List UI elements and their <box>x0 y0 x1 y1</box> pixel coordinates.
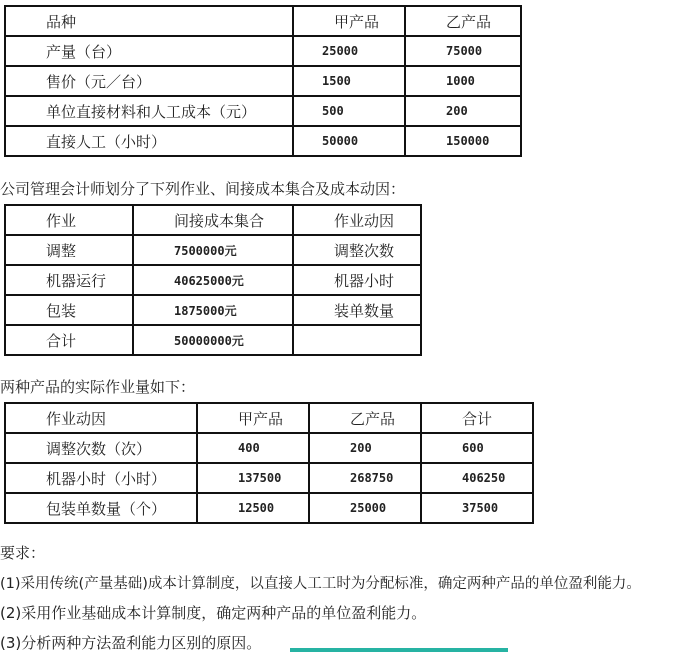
row-label: 包装单数量（个） <box>5 493 197 523</box>
cell-value: 调整次数 <box>293 235 421 265</box>
row-label: 合计 <box>5 325 133 355</box>
cell-value: 7500000元 <box>133 235 293 265</box>
header-cell: 作业动因 <box>293 205 421 235</box>
table-row <box>5 325 421 355</box>
header-cell: 品种 <box>5 6 293 36</box>
requirements-title: 要求： <box>0 544 46 562</box>
cell-value: 150000 <box>405 126 521 156</box>
cell-value: 406250 <box>421 463 533 493</box>
table-header-row <box>5 6 521 36</box>
row-label: 直接人工（小时） <box>5 126 293 156</box>
cell-value <box>293 325 421 355</box>
table-row <box>5 126 521 156</box>
cell-value: 75000 <box>405 36 521 66</box>
row-label: 调整次数（次） <box>5 433 197 463</box>
table-row <box>5 235 421 265</box>
cell-value: 1000 <box>405 66 521 96</box>
requirement-item: (2)采用作业基础成本计算制度，确定两种产品的单位盈利能力。 <box>0 604 427 622</box>
table-header-row <box>5 205 421 235</box>
cell-value: 12500 <box>197 493 309 523</box>
cell-value: 1875000元 <box>133 295 293 325</box>
row-label: 产量（台） <box>5 36 293 66</box>
cell-value: 500 <box>293 96 405 126</box>
cell-value: 50000 <box>293 126 405 156</box>
cell-value: 机器小时 <box>293 265 421 295</box>
activity-cost-table <box>4 204 422 356</box>
header-cell: 甲产品 <box>197 403 309 433</box>
cell-value: 268750 <box>309 463 421 493</box>
header-cell: 乙产品 <box>309 403 421 433</box>
cell-value: 200 <box>309 433 421 463</box>
cell-value: 25000 <box>309 493 421 523</box>
table-row <box>5 66 521 96</box>
requirement-item: (3)分析两种方法盈利能力区别的原因。 <box>0 634 262 652</box>
row-label: 售价（元／台） <box>5 66 293 96</box>
activity-volume-intro-text: 两种产品的实际作业量如下： <box>0 378 196 396</box>
header-cell: 间接成本集合 <box>133 205 293 235</box>
header-cell: 合计 <box>421 403 533 433</box>
cell-value: 1500 <box>293 66 405 96</box>
cell-value: 400 <box>197 433 309 463</box>
bottom-accent-bar <box>290 648 508 652</box>
table-header-row <box>5 403 533 433</box>
row-label: 单位直接材料和人工成本（元） <box>5 96 293 126</box>
cell-value: 37500 <box>421 493 533 523</box>
cell-value: 50000000元 <box>133 325 293 355</box>
table-row <box>5 493 533 523</box>
row-label: 机器小时（小时） <box>5 463 197 493</box>
table-row <box>5 295 421 325</box>
cell-value: 25000 <box>293 36 405 66</box>
cell-value: 40625000元 <box>133 265 293 295</box>
activity-volume-table <box>4 402 534 524</box>
cell-value: 600 <box>421 433 533 463</box>
table-row <box>5 433 533 463</box>
header-cell: 甲产品 <box>293 6 405 36</box>
product-table <box>4 5 522 157</box>
row-label: 包装 <box>5 295 133 325</box>
cell-value: 200 <box>405 96 521 126</box>
row-label: 机器运行 <box>5 265 133 295</box>
header-cell: 作业动因 <box>5 403 197 433</box>
table-row <box>5 96 521 126</box>
row-label: 调整 <box>5 235 133 265</box>
header-cell: 作业 <box>5 205 133 235</box>
cell-value: 137500 <box>197 463 309 493</box>
header-cell: 乙产品 <box>405 6 521 36</box>
table-row <box>5 265 421 295</box>
table-row <box>5 463 533 493</box>
table-row <box>5 36 521 66</box>
activity-intro-text: 公司管理会计师划分了下列作业、间接成本集合及成本动因： <box>0 180 406 198</box>
cell-value: 装单数量 <box>293 295 421 325</box>
requirement-item: (1)采用传统(产量基础)成本计算制度，以直接人工工时为分配标准，确定两种产品的单位盈利能力。 <box>0 576 641 592</box>
